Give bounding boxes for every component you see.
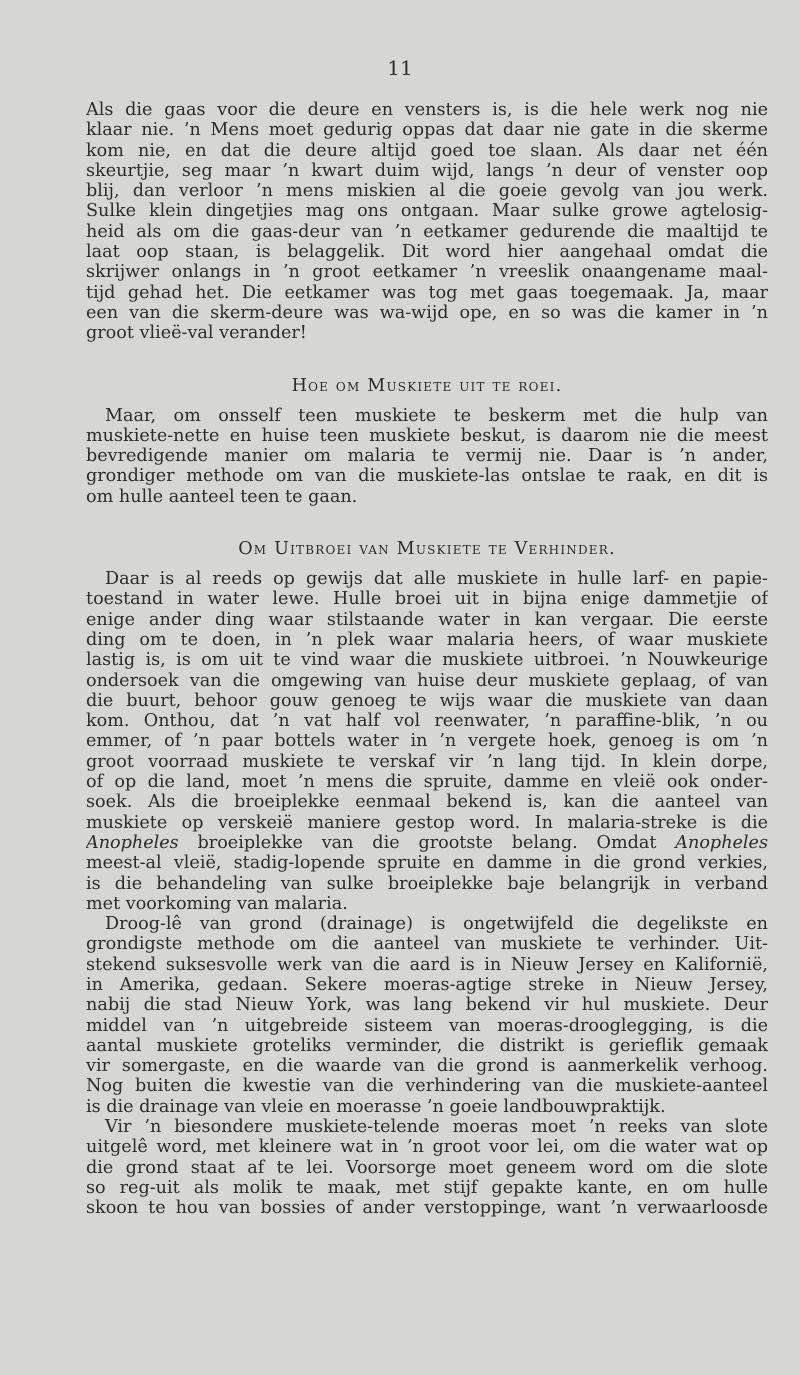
- paragraph-1: [86, 100, 768, 344]
- text-line: skoon te hou van bossies of ander verstoppinge, want ’n verwaarloosde: [86, 1198, 768, 1219]
- text-line: so reg-uit als molik te maak, met stijf gepakte kante, en om hulle: [86, 1177, 768, 1198]
- text-line: om hulle aanteel teen te gaan.: [86, 486, 358, 507]
- text-line: die grond staat af te lei. Voorsorge moet geneem word om die slote: [86, 1157, 768, 1178]
- text-line: soek. Als die broeiplekke eenmaal bekend is, kan die aanteel van: [86, 792, 768, 813]
- text-line: uitgelê word, met kleinere wat in ’n groot voor lei, om die water wat op: [86, 1137, 768, 1158]
- text-line: Vir ’n biesondere muskiete-telende moeras moet ’n reeks van slote: [105, 1117, 768, 1138]
- text-line: enige ander ding waar stilstaande water in kan vergaar. Die eerste: [86, 609, 768, 630]
- text-line: blij, dan verloor ’n mens miskien al die goeie gevolg van jou werk.: [86, 181, 768, 202]
- text-line: heid als om die gaas-deur van ’n eetkamer gedurende die maaltijd te: [86, 221, 768, 242]
- text-line: of op die land, moet ’n mens die spruite, damme en vleië ook onder-: [86, 772, 768, 793]
- text-line: meest-al vleië, stadig-lopende spruite en damme in die grond verkies,: [86, 853, 768, 874]
- text-line: vir somergaste, en die waarde van die grond is aanmerkelik verhoog.: [86, 1056, 768, 1077]
- text-line: is die drainage van vleie en moerasse ’n goeie landbouwpraktijk.: [86, 1096, 666, 1117]
- text-line: Als die gaas voor die deure en vensters is, is die hele werk nog nie: [86, 100, 768, 120]
- text-line: muskiete-nette en huise teen muskiete beskut, is daarom nie die meest: [86, 425, 768, 446]
- text-line: ondersoek van die omgewing van huise deur muskiete geplaag, of van: [86, 670, 768, 691]
- text-line: nabij die stad Nieuw York, was lang bekend vir hul muskiete. Deur: [86, 995, 768, 1016]
- text-line: met voorkoming van malaria.: [86, 893, 348, 914]
- text-line: groot vlieë-val verander!: [86, 323, 307, 344]
- text-line: skeurtjie, seg maar ’n kwart duim wijd, langs ’n deur of venster oop: [86, 160, 768, 181]
- text-line: kom nie, en dat die deure altijd goed toe slaan. Als daar net één: [86, 140, 768, 161]
- paragraph-3: [86, 569, 768, 914]
- text-line: kom. Onthou, dat ’n vat half vol reenwater, ’n paraffine-blik, ’n ou: [86, 711, 768, 732]
- text-line: aantal muskiete groteliks verminder, die distrikt is gerieflik gemaak: [86, 1035, 768, 1056]
- body-text: [86, 100, 768, 1219]
- species-name: Anopheles: [675, 832, 768, 853]
- text-line: is die behandeling van sulke broeiplekke baje belangrijk in verband: [86, 873, 768, 894]
- text-line: toestand in water lewe. Hulle broei uit in bijna enige dammetjie of: [86, 589, 768, 610]
- section-heading-mosquito-eradication: Hoe om Muskiete uit te roei.: [291, 375, 563, 396]
- text-line: die buurt, behoor gouw genoeg te wijs waar die muskiete van daan: [86, 690, 768, 711]
- paragraph-4: [86, 914, 768, 1117]
- text-line: lastig is, is om uit te vind waar die muskiete uitbroei. ’n Nouwkeurige: [86, 650, 768, 671]
- text-line: ding om te doen, in ’n plek waar malaria heers, of waar muskiete: [86, 629, 768, 650]
- text-line: muskiete op verskeië maniere gestop word. In malaria-streke is die: [86, 812, 768, 833]
- text-line: grondigste methode om die aanteel van muskiete te verhinder. Uit-: [86, 934, 768, 955]
- text-line: skrijwer onlangs in ’n groot eetkamer ’n vreeslik onaangename maal-: [86, 262, 768, 283]
- text-line: in Amerika, gedaan. Sekere moeras-agtige streke in Nieuw Jersey,: [86, 974, 768, 995]
- text-line: Droog-lê van grond (drainage) is ongetwijfeld die degelikste en: [105, 914, 768, 935]
- text-line: stekend suksesvolle werk van die aard is in Nieuw Jersey en Kalifornië,: [86, 954, 768, 975]
- section-heading-prevent-breeding: Om Uitbroei van Muskiete te Verhinder.: [238, 539, 616, 560]
- text-line: tijd gehad het. Die eetkamer was tog met gaas toegemaak. Ja, maar: [86, 282, 768, 303]
- text-line: grondiger methode om van die muskiete-las ontslae te raak, en dit is: [86, 466, 768, 487]
- text-line: Sulke klein dingetjies mag ons ontgaan. Maar sulke growe agtelosig-: [86, 201, 768, 222]
- text-line: Nog buiten die kwestie van die verhindering van die muskiete-aanteel: [86, 1076, 768, 1097]
- text-line: groot voorraad muskiete te verskaf vir ’n lang tijd. In klein dorpe,: [86, 751, 768, 772]
- text-line: middel van ’n uitgebreide sisteem van moeras-drooglegging, is die: [86, 1015, 768, 1036]
- text-line: Maar, om onsself teen muskiete te beskerm met die hulp van: [105, 405, 768, 426]
- paragraph-2: [86, 406, 768, 507]
- text-line: bevredigende manier om malaria te vermij nie. Daar is ’n ander,: [86, 446, 768, 467]
- text-line: Anopheles broeiplekke van die grootste belang. Omdat Anopheles: [86, 832, 768, 853]
- species-name: Anopheles: [86, 832, 179, 853]
- text-line: een van die skerm-deure was wa-wijd ope, en so was die kamer in ’n: [86, 302, 768, 323]
- paragraph-5: [86, 1117, 768, 1218]
- page-number: 11: [387, 56, 413, 80]
- text-line: Daar is al reeds op gewijs dat alle muskiete in hulle larf- en papie-: [105, 569, 768, 590]
- text-line: laat oop staan, is belaggelik. Dit word hier aangehaal omdat die: [86, 242, 768, 263]
- text-line: emmer, of ’n paar bottels water in ’n vergete hoek, genoeg is om ’n: [86, 731, 768, 752]
- text-line: klaar nie. ’n Mens moet gedurig oppas dat daar nie gate in die skerme: [86, 120, 768, 141]
